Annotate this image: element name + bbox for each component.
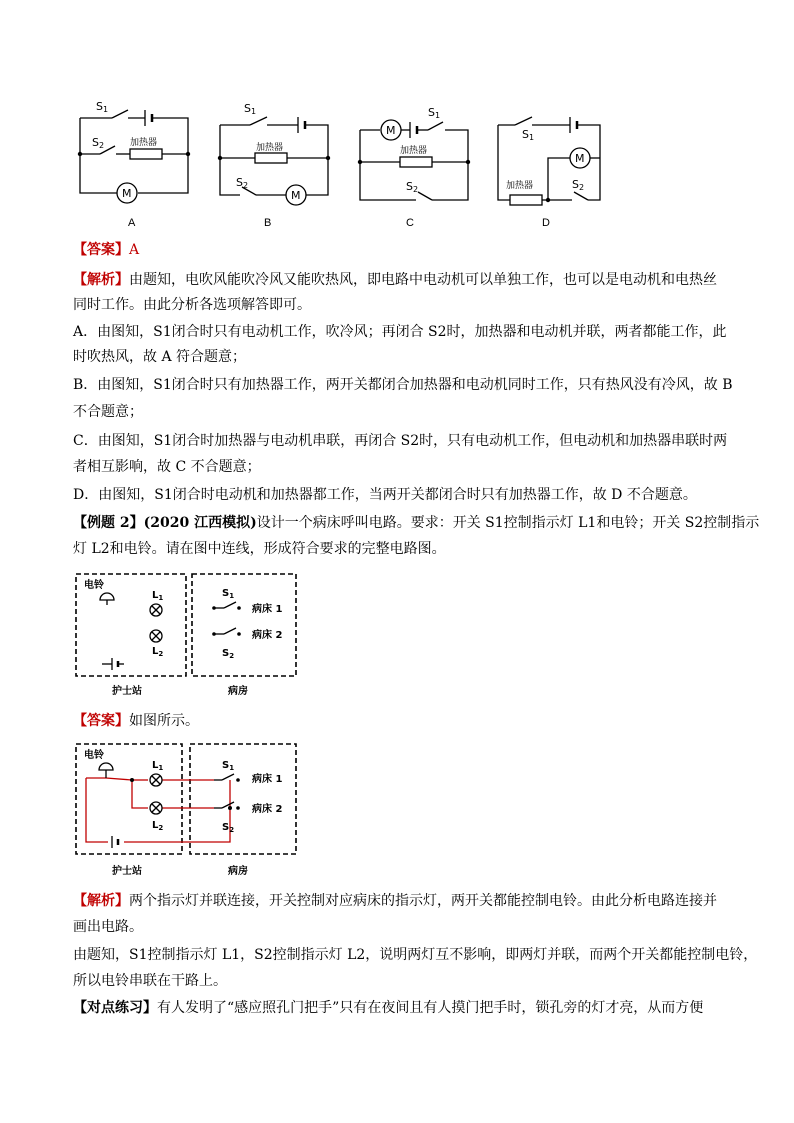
analysis-2-line-3: 由题知，S1控制指示灯 L1，S2控制指示灯 L2，说明两灯互不影响，即两灯并联，而两个开关都能控制电铃， — [73, 947, 758, 963]
label-heater-b: 加热器 — [256, 143, 284, 153]
solution-label-station: 护士站 — [112, 866, 142, 877]
label-l2: $L_2$ — [152, 646, 164, 658]
solution-label-bed1: 病床 1 — [252, 774, 283, 785]
solution-label-s1: $S_1$ — [222, 760, 235, 772]
analysis-2-tag: 【解析】 — [73, 893, 129, 909]
fig-label-b: B — [264, 217, 272, 229]
label-s1-a: S1 — [96, 100, 109, 114]
example-source: (2020 江西模拟) — [143, 515, 257, 531]
analysis-1-line-2: 同时工作。由此分析各选项解答即可。 — [73, 297, 311, 313]
option-c-line-1: C．由图知，S1闭合时加热器与电动机串联，再闭合 S2时，只有电动机工作，但电动机和加热器串联时两 — [73, 433, 728, 449]
solution-label-ward: 病房 — [228, 866, 248, 877]
analysis-tag: 【解析】 — [73, 272, 129, 288]
example-2-line-2: 灯 L2和电铃。请在图中连线，形成符合要求的完整电路图。 — [73, 541, 446, 557]
solution-label-bell: 电铃 — [84, 750, 104, 761]
analysis-2-line-1 — [73, 891, 733, 911]
label-s2-b: S2 — [236, 176, 249, 190]
nurse-call-figure — [72, 570, 302, 700]
label-m-b: M — [291, 189, 301, 202]
analysis-2-line-4: 所以电铃串联在干路上。 — [73, 973, 227, 989]
solution-label-l1: $L_1$ — [152, 760, 164, 772]
option-a-line-1: A．由图知，S1闭合时只有电动机工作，吹冷风；再闭合 S2时，加热器和电动机并联，两者都能工作，此 — [73, 324, 727, 340]
label-s2: $S_2$ — [222, 648, 235, 660]
option-a-line-2: 时吹热风，故 A 符合题意； — [73, 349, 247, 365]
analysis-1-line-1 — [73, 270, 733, 290]
solution-label-s2: $S_2$ — [222, 822, 235, 834]
example-2-line-1 — [73, 513, 760, 533]
fig-label-d: D — [542, 217, 550, 229]
answer-2 — [73, 711, 733, 731]
option-d-line-1: D．由图知，S1闭合时电动机和加热器都工作，当两开关都闭合时只有加热器工作，故 D 不合题意。 — [73, 487, 697, 503]
label-s2-d: S2 — [572, 178, 585, 192]
label-s2-c: S2 — [406, 180, 419, 194]
label-m-a: M — [122, 187, 132, 200]
option-b-line-2: 不合题意； — [73, 404, 143, 420]
label-s1-b: S1 — [244, 102, 257, 116]
label-ward: 病房 — [228, 686, 248, 697]
label-m-d: M — [575, 152, 585, 165]
label-bell: 电铃 — [84, 580, 104, 591]
circuit-figure-abcd — [60, 90, 620, 240]
label-heater-a: 加热器 — [130, 138, 158, 148]
answer-value: A — [129, 242, 140, 258]
answer-2-tag: 【答案】 — [73, 713, 129, 729]
label-station: 护士站 — [112, 686, 142, 697]
nurse-call-solution-figure — [72, 740, 302, 880]
analysis-2-text: 两个指示灯并联连接，开关控制对应病床的指示灯，两开关都能控制电铃。由此分析电路连接并 — [129, 893, 717, 909]
label-s1: $S_1$ — [222, 588, 235, 600]
practice-tag: 【对点练习】 — [73, 1000, 157, 1016]
option-c-line-2: 者相互影响，故 C 不合题意； — [73, 459, 261, 475]
fig-label-a: A — [128, 217, 136, 229]
solution-label-l2: $L_2$ — [152, 820, 164, 832]
answer-1 — [73, 240, 733, 260]
label-s2-a: S2 — [92, 136, 105, 150]
example-text: 设计一个病床呼叫电路。要求：开关 S1控制指示灯 L1和电铃；开关 S2控制指示 — [256, 515, 760, 531]
label-bed2: 病床 2 — [252, 630, 283, 641]
answer-2-value: 如图所示。 — [129, 713, 199, 729]
label-bed1: 病床 1 — [252, 604, 283, 615]
practice-text: 有人发明了“感应照孔门把手”只有在夜间且有人摸门把手时，锁孔旁的灯才亮，从而方便 — [157, 1000, 704, 1016]
label-s1-c: S1 — [428, 106, 441, 120]
analysis-2-line-2: 画出电路。 — [73, 919, 143, 935]
answer-tag: 【答案】 — [73, 242, 129, 258]
practice-line-1 — [73, 998, 733, 1018]
analysis-text: 由题知，电吹风能吹冷风又能吹热风，即电路中电动机可以单独工作，也可以是电动机和电热丝 — [129, 272, 717, 288]
label-heater-d: 加热器 — [506, 181, 534, 191]
option-b-line-1: B．由图知，S1闭合时只有加热器工作，两开关都闭合加热器和电动机同时工作，只有热风没有冷风，故 B — [73, 377, 733, 393]
label-l1: $L_1$ — [152, 590, 164, 602]
label-heater-c: 加热器 — [400, 146, 428, 156]
solution-label-bed2: 病床 2 — [252, 804, 283, 815]
label-m-c: M — [386, 124, 396, 137]
label-s1-d: S1 — [522, 128, 535, 142]
example-tag: 【例题 2】 — [73, 515, 144, 531]
fig-label-c: C — [406, 217, 414, 229]
